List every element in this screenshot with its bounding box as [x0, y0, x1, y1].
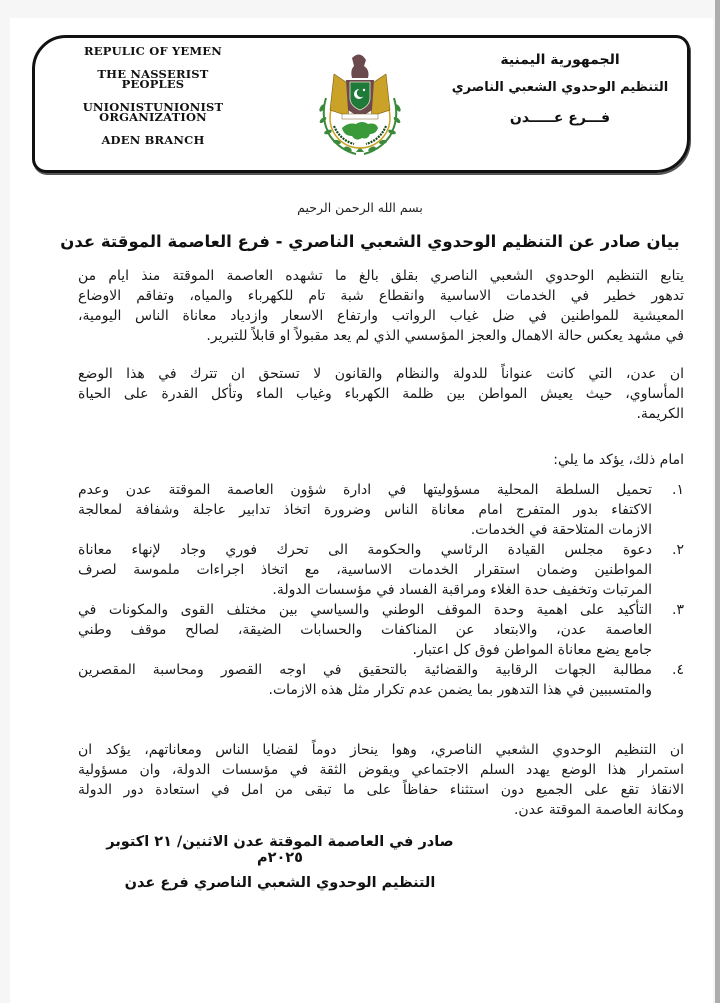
- text-line: الانقاذ تقع على الجميع دون استثناء حفاظاً على ما تبقى من امل في استعادة دور الدولة: [78, 782, 684, 798]
- basmala: بسم الله الرحمن الرحيم: [297, 200, 423, 215]
- list-item: [78, 600, 684, 660]
- list-number: ٢.: [672, 542, 684, 558]
- letterhead-english: [58, 46, 248, 145]
- text-line: جامع يضع معاناة المواطن فوق كل اعتبار.: [412, 642, 652, 658]
- text-line: تحميل السلطة المحلية مسؤوليتها في ادارة شؤون العاصمة الموقتة عدن وعدم: [78, 482, 652, 498]
- text-line: يتابع التنظيم الوحدوي الشعبي الناصري بقلق بالغ ما تشهده العاصمة الموقتة منذ ايام من: [78, 268, 684, 284]
- letterhead-org-ar: التنظيم الوحدوي الشعبي الناصري: [451, 80, 669, 95]
- list-item: [78, 660, 684, 700]
- text-line: والمتسببين في هذا التدهور بما يضمن عدم تكرار مثل هذه الازمات.: [268, 682, 652, 698]
- text-line: المأساوي، حيث يعيش المواطن بين ظلمة الكهرباء وغياب الماء وتأكل القدرة على الحياة: [78, 386, 684, 402]
- paragraph-aden: [78, 364, 684, 424]
- list-number: ٣.: [672, 602, 684, 618]
- list-number: ١.: [672, 482, 684, 498]
- text-line: تدهور خطير في الخدمات الاساسية وانقطاع شبة تام للكهرباء والمياه، وتفاقم الاوضاع: [78, 288, 684, 304]
- emblem-ribbon: [342, 114, 378, 119]
- text-line: ان عدن، التي كانت عنواناً للدولة والنظام والقانون لا تستحق ان تترك في هذا الوضع: [78, 366, 684, 382]
- paragraph-lead-in: [78, 450, 684, 470]
- paragraph-intro: [78, 266, 684, 346]
- text-line: المرتبات وتخفيف حدة الغلاء ومراقبة الفساد في مؤسسات الدولة.: [272, 582, 652, 598]
- text-line: المواطنين وضمان استقرار الخدمات الاساسية، مع اتخاذ اجراءات ملموسة لصرف: [78, 562, 652, 578]
- text-line: الاكتفاء بدور المتفرج امام معاناة الناس وضرورة اتخاذ تدابير عاجلة وشفافة لمعالجة: [78, 502, 652, 518]
- text-line: مطالبة الجهات الرقابية والقضائية بالتحقيق في اوجه القصور ومحاسبة المقصرين: [78, 662, 652, 678]
- signature: التنظيم الوحدوي الشعبي الناصري فرع عدن: [124, 875, 436, 891]
- list-item: [78, 540, 684, 600]
- text-line: ان التنظيم الوحدوي الشعبي الناصري، وهوا ينحاز دوماً لقضايا الناس ومعاناتهم، يؤكد ان: [78, 742, 684, 758]
- scrollbar[interactable]: [715, 0, 720, 1003]
- text-line: في مشهد يعكس حالة الاهمال والعجز المؤسسي الذي لم يعد مقبولاً او قابلاً للتبرير.: [206, 328, 684, 344]
- text-line: العاصمة عدن، والابتعاد عن المناكفات والحسابات الضيقة، لصالح موقف وطني: [78, 622, 652, 638]
- letterhead-org-en-2: PEOPLES: [121, 77, 185, 91]
- issue-place-date: صادر في العاصمة الموقتة عدن الاثنين/ ٢١ اكتوبر ٢٠٢٥م: [106, 834, 454, 866]
- letterhead-country-en: REPULIC OF YEMEN: [84, 44, 222, 58]
- list-item: [78, 480, 684, 540]
- text-line: ومكانة العاصمة الموقتة عدن.: [513, 802, 684, 818]
- letterhead-org-en-4: ORGANIZATION: [99, 110, 207, 124]
- text-line: المعيشية للمواطنين في ضل غياب الرواتب وارتفاع الاسعار وازدياد معاناة الناس اليومية،: [78, 308, 684, 324]
- statement-title: بيان صادر عن التنظيم الوحدوي الشعبي الناصري - فرع العاصمة الموقتة عدن: [60, 232, 680, 251]
- arab-world-map: [342, 122, 378, 140]
- text-line: الكريمة.: [636, 406, 684, 422]
- list-number: ٤.: [672, 662, 684, 678]
- letterhead-country-ar: الجمهورية اليمنية: [500, 52, 620, 68]
- text-line: التأكيد على اهمية وحدة الموقف الوطني والسياسي بين مختلف القوى والمكونات في: [78, 602, 652, 618]
- text-line: دعوة مجلس القيادة الرئاسي والحكومة الى تحرك فوري وجاد لإنهاء معاناة: [78, 542, 652, 558]
- text-line: امام ذلك، يؤكد ما يلي:: [553, 452, 684, 468]
- eagle-emblem-icon: [312, 46, 408, 158]
- eagle-head: [351, 54, 368, 78]
- text-line: الازمات المتلاحقة في الخدمات.: [470, 522, 652, 538]
- letterhead-arabic: [450, 52, 670, 126]
- demands-list: [78, 480, 684, 700]
- letterhead-org-en-3: UNIONISTUNIONIST: [82, 100, 224, 114]
- text-line: استمرار هذا الوضع يهدد السلم الاجتماعي ويقوض الثقة في مؤسسات الدولة، وان مسؤولية: [78, 762, 684, 778]
- paragraph-conclusion: [78, 740, 684, 820]
- letterhead-branch-en: ADEN BRANCH: [101, 133, 205, 147]
- letterhead-branch-ar: فـــرع عـــــدن: [509, 110, 611, 126]
- letterhead-org-en-1: THE NASSERIST: [97, 67, 209, 81]
